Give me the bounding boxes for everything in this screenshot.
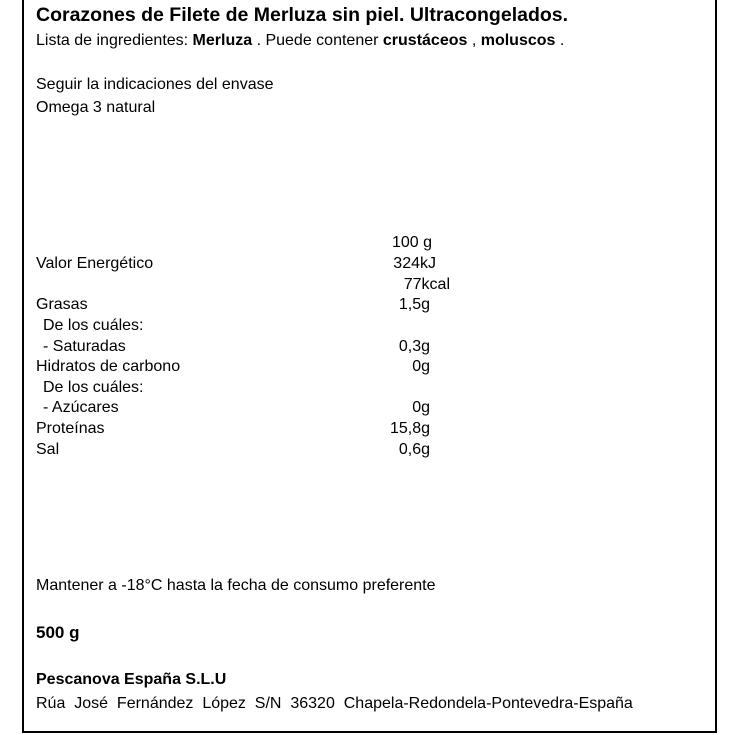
ingredients-prefix: Lista de ingredientes:: [36, 32, 193, 49]
ingredients-line: [36, 31, 564, 51]
energy-kj: 324kJ: [393, 255, 436, 272]
company-name: Pescanova España S.L.U: [36, 671, 227, 688]
product-title: Corazones de Filete de Merluza sin piel. Ultracongelados.: [36, 4, 569, 26]
protein-value: 15,8g: [389, 420, 430, 437]
allergen-crustaceans: crustáceos: [382, 32, 468, 49]
salt-value: 0,6g: [398, 441, 430, 458]
sugars-label: - Azúcares: [43, 399, 119, 416]
carbs-label: Hidratos de carbono: [36, 358, 181, 375]
protein-label: Proteínas: [36, 420, 105, 437]
allergen-molluscs: moluscos: [480, 32, 556, 49]
sugars-value: 0g: [412, 399, 430, 416]
fat-label: Grasas: [36, 296, 88, 313]
omega-claim: Omega 3 natural: [36, 99, 156, 116]
net-weight: 500 g: [36, 623, 80, 642]
ingredients-end: .: [555, 32, 565, 49]
ingredient-main: Merluza: [192, 32, 253, 49]
carbs-value: 0g: [412, 358, 430, 375]
nutrition-per-100g: 100 g: [391, 234, 432, 251]
ingredients-mid: . Puede contener: [252, 32, 383, 49]
fat-value: 1,5g: [398, 296, 430, 313]
saturates-value: 0,3g: [398, 338, 430, 355]
storage-instructions: Mantener a -18°C hasta la fecha de consumo preferente: [36, 577, 436, 594]
usage-instructions: Seguir la indicaciones del envase: [36, 76, 274, 93]
salt-label: Sal: [36, 441, 60, 458]
energy-kcal: 77kcal: [403, 276, 450, 293]
fat-of-which-label: De los cuáles:: [43, 317, 144, 334]
energy-label: Valor Energético: [36, 255, 154, 272]
company-address: Rúa José Fernández López S/N 36320 Chapela-Redondela-Pontevedra-España: [36, 695, 633, 712]
ingredients-sep: ,: [467, 32, 481, 49]
carbs-of-which-label: De los cuáles:: [43, 379, 144, 396]
saturates-label: - Saturadas: [43, 338, 126, 355]
